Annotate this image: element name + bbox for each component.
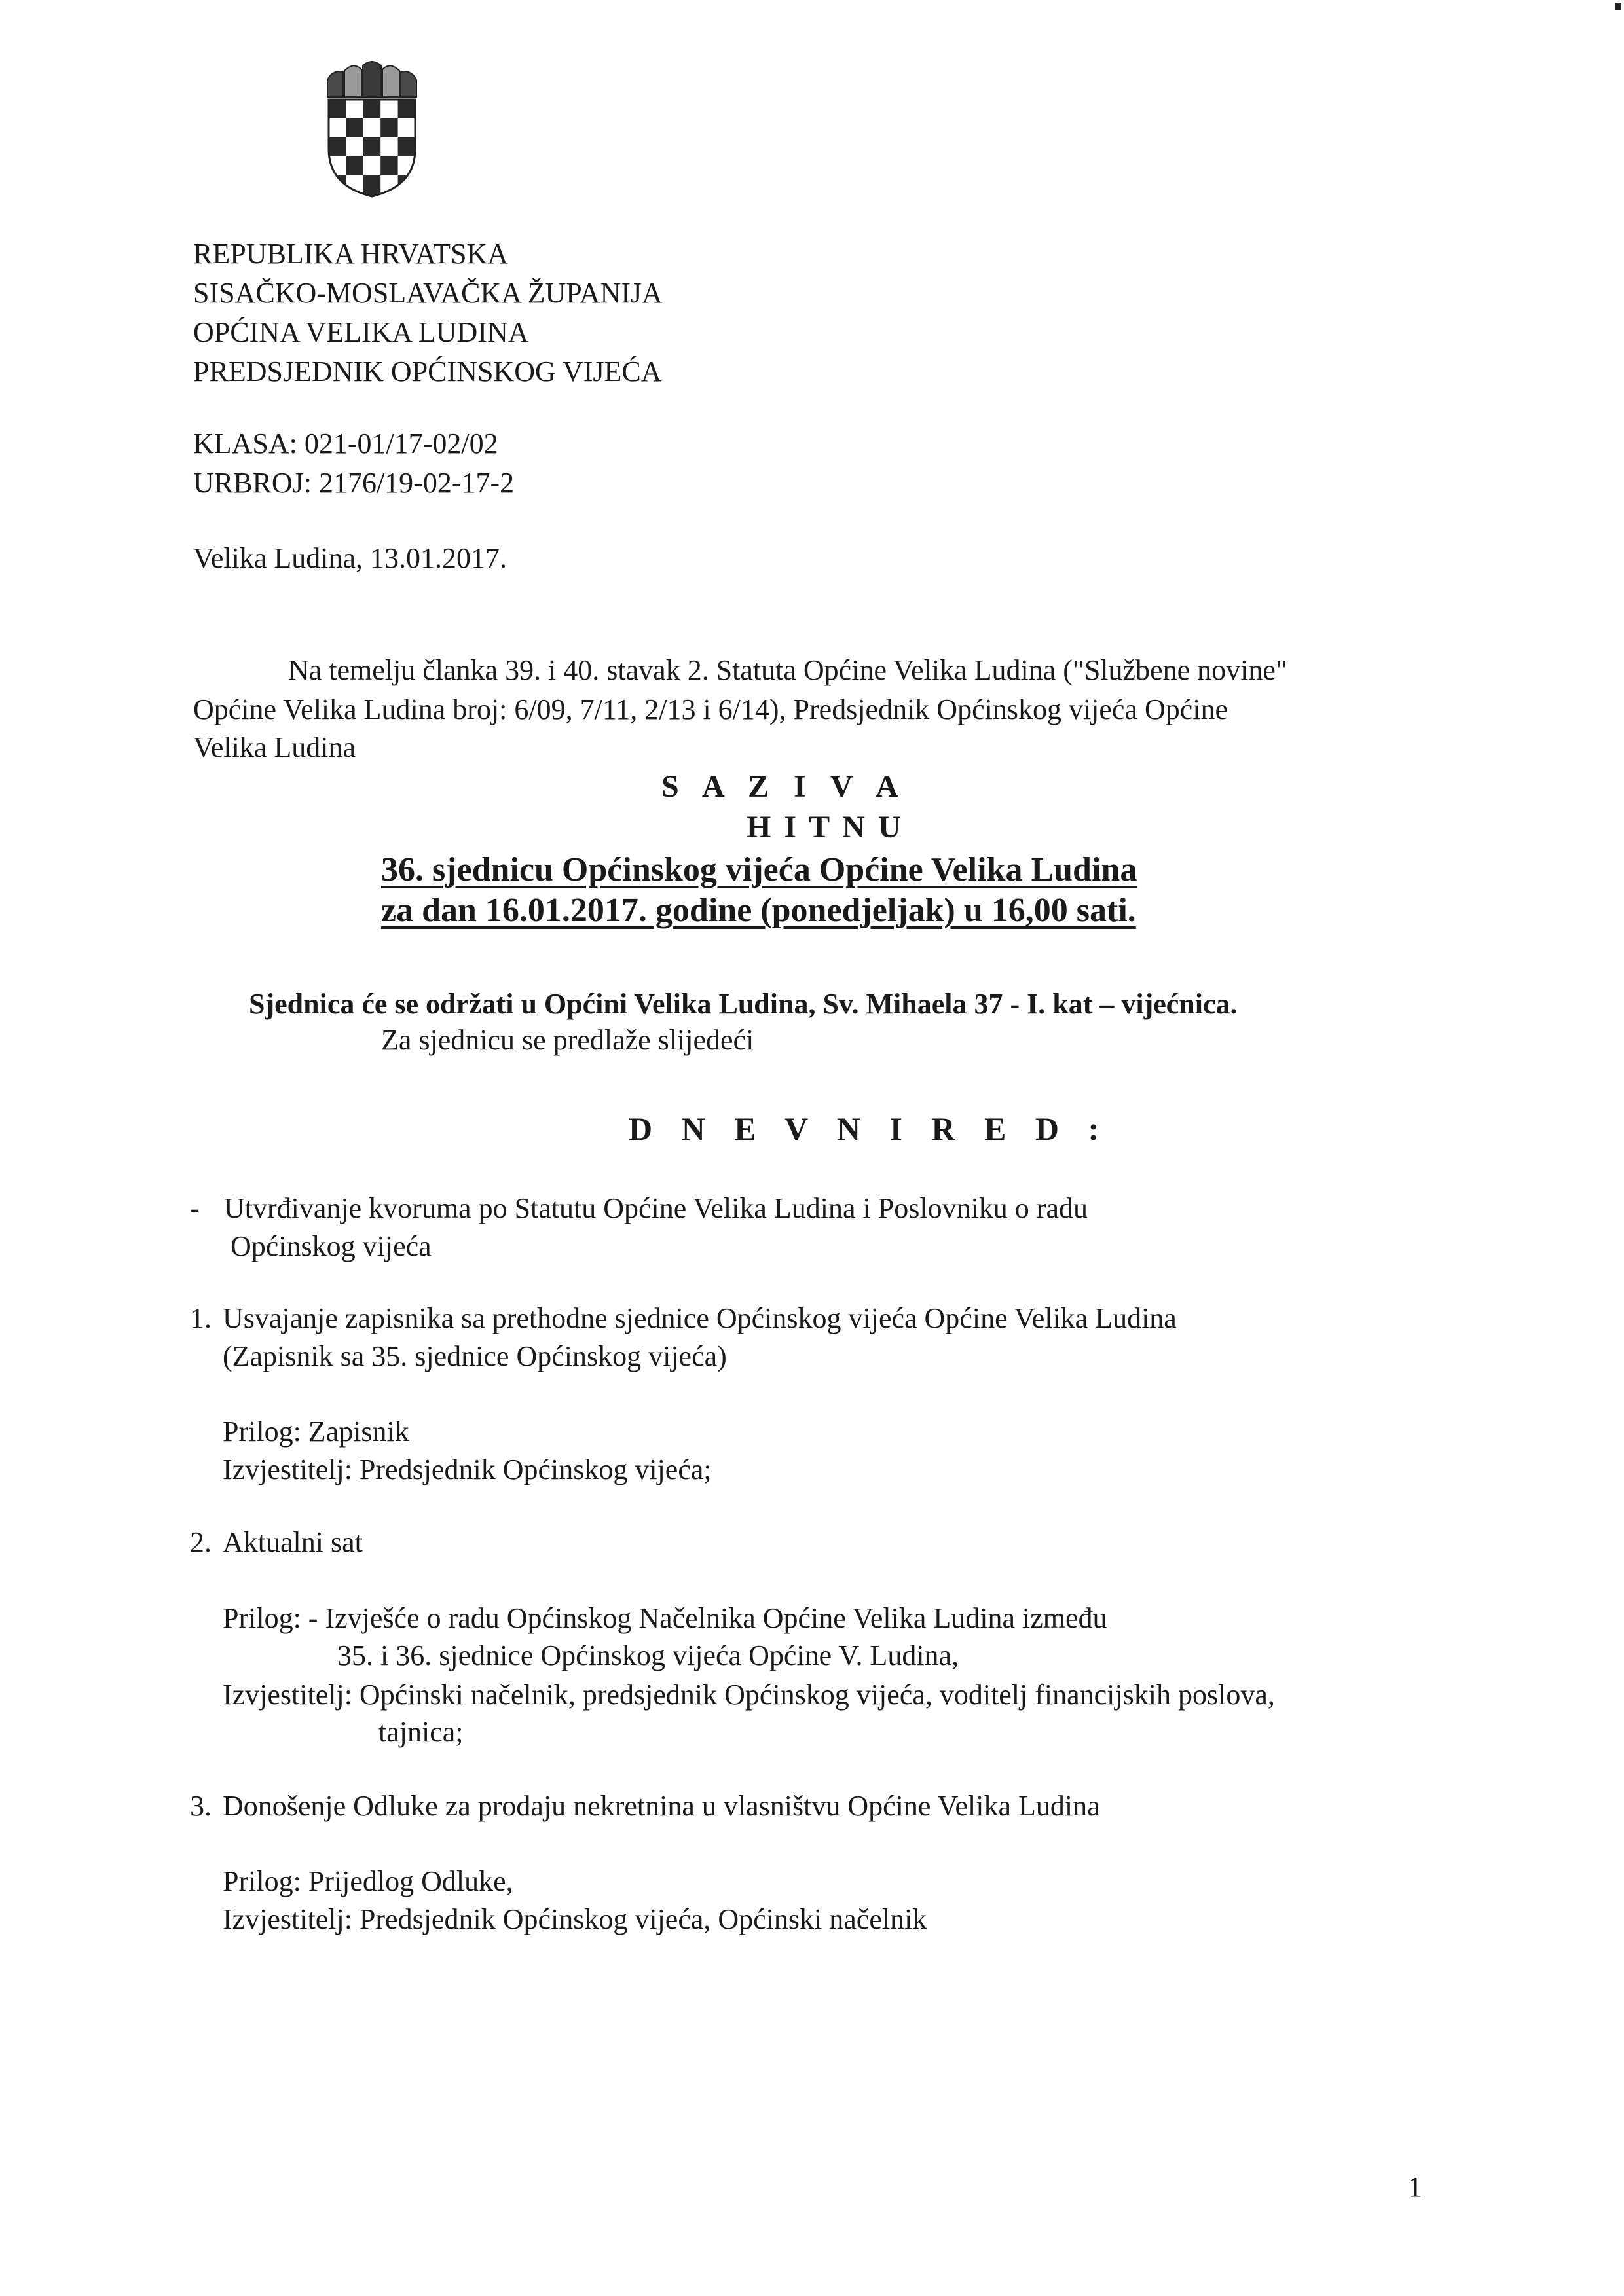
agenda-item-2-line-1: Aktualni sat bbox=[223, 1526, 363, 1558]
agenda-item-3-prilog: Prilog: Prijedlog Odluke, bbox=[223, 1865, 513, 1897]
agenda-item-1-line-1: Usvajanje zapisnika sa prethodne sjednice Općinskog vijeća Općine Velika Ludina bbox=[223, 1302, 1177, 1334]
agenda-item-1-izvjestitelj: Izvjestitelj: Predsjednik Općinskog vijeća; bbox=[223, 1453, 712, 1485]
agenda-proposal: Za sjednicu se predlaže slijedeći bbox=[381, 1024, 754, 1056]
agenda-item-2-izvjestitelj-1: Izvjestitelj: Općinski načelnik, predsjednik Općinskog vijeća, voditelj financijskih poslova, bbox=[223, 1679, 1275, 1711]
scan-mark bbox=[1615, 3, 1621, 10]
title-saziva: S A Z I V A bbox=[661, 769, 902, 804]
header-republic: REPUBLIKA HRVATSKA bbox=[193, 238, 508, 270]
agenda-item-1-marker: 1. bbox=[190, 1302, 212, 1334]
page-number: 1 bbox=[1408, 2171, 1422, 2203]
agenda-item-1-line-2: (Zapisnik sa 35. sjednice Općinskog vijeća) bbox=[223, 1340, 727, 1372]
agenda-pre-line-2: Općinskog vijeća bbox=[231, 1230, 432, 1262]
intro-line-2: Općine Velika Ludina broj: 6/09, 7/11, 2/13 i 6/14), Predsjednik Općinskog vijeća Općine bbox=[193, 693, 1228, 725]
header-municipality: OPĆINA VELIKA LUDINA bbox=[193, 316, 529, 348]
agenda-item-2-izvjestitelj-2: tajnica; bbox=[378, 1716, 464, 1748]
session-location: Sjednica će se održati u Općini Velika Ludina, Sv. Mihaela 37 - I. kat – vijećnica. bbox=[249, 988, 1238, 1020]
agenda-pre-line-1: Utvrđivanje kvoruma po Statutu Općine Velika Ludina i Poslovniku o radu bbox=[224, 1192, 1088, 1224]
agenda-item-1-prilog: Prilog: Zapisnik bbox=[223, 1415, 409, 1448]
title-date-time: za dan 16.01.2017. godine (ponedjeljak) u 16,00 sati. bbox=[381, 892, 1136, 929]
agenda-item-3-line-1: Donošenje Odluke za prodaju nekretnina u vlasništvu Općine Velika Ludina bbox=[223, 1790, 1100, 1822]
header-council-president: PREDSJEDNIK OPĆINSKOG VIJEĆA bbox=[193, 355, 662, 388]
intro-line-3: Velika Ludina bbox=[193, 731, 356, 763]
urbroj: URBROJ: 2176/19-02-17-2 bbox=[193, 467, 515, 499]
agenda-pre-marker: - bbox=[190, 1192, 200, 1224]
title-hitnu: H I T N U bbox=[747, 810, 904, 845]
agenda-item-3-marker: 3. bbox=[190, 1790, 212, 1822]
intro-line-1: Na temelju članka 39. i 40. stavak 2. Statuta Općine Velika Ludina ("Službene novine" bbox=[288, 654, 1287, 686]
agenda-item-2-marker: 2. bbox=[190, 1526, 212, 1558]
coat-of-arms-icon bbox=[320, 58, 424, 198]
place-date: Velika Ludina, 13.01.2017. bbox=[193, 542, 507, 574]
klasa: KLASA: 021-01/17-02/02 bbox=[193, 428, 498, 460]
agenda-item-3-izvjestitelj: Izvjestitelj: Predsjednik Općinskog vijeća, Općinski načelnik bbox=[223, 1903, 927, 1935]
title-session: 36. sjednicu Općinskog vijeća Općine Velika Ludina bbox=[381, 851, 1137, 888]
agenda-heading: D N E V N I R E D : bbox=[629, 1110, 1103, 1147]
header-county: SISAČKO-MOSLAVAČKA ŽUPANIJA bbox=[193, 277, 663, 309]
agenda-item-2-prilog-2: 35. i 36. sjednice Općinskog vijeća Općine V. Ludina, bbox=[337, 1639, 959, 1671]
agenda-item-2-prilog-1: Prilog: - Izvješće o radu Općinskog Načelnika Općine Velika Ludina između bbox=[223, 1602, 1107, 1634]
